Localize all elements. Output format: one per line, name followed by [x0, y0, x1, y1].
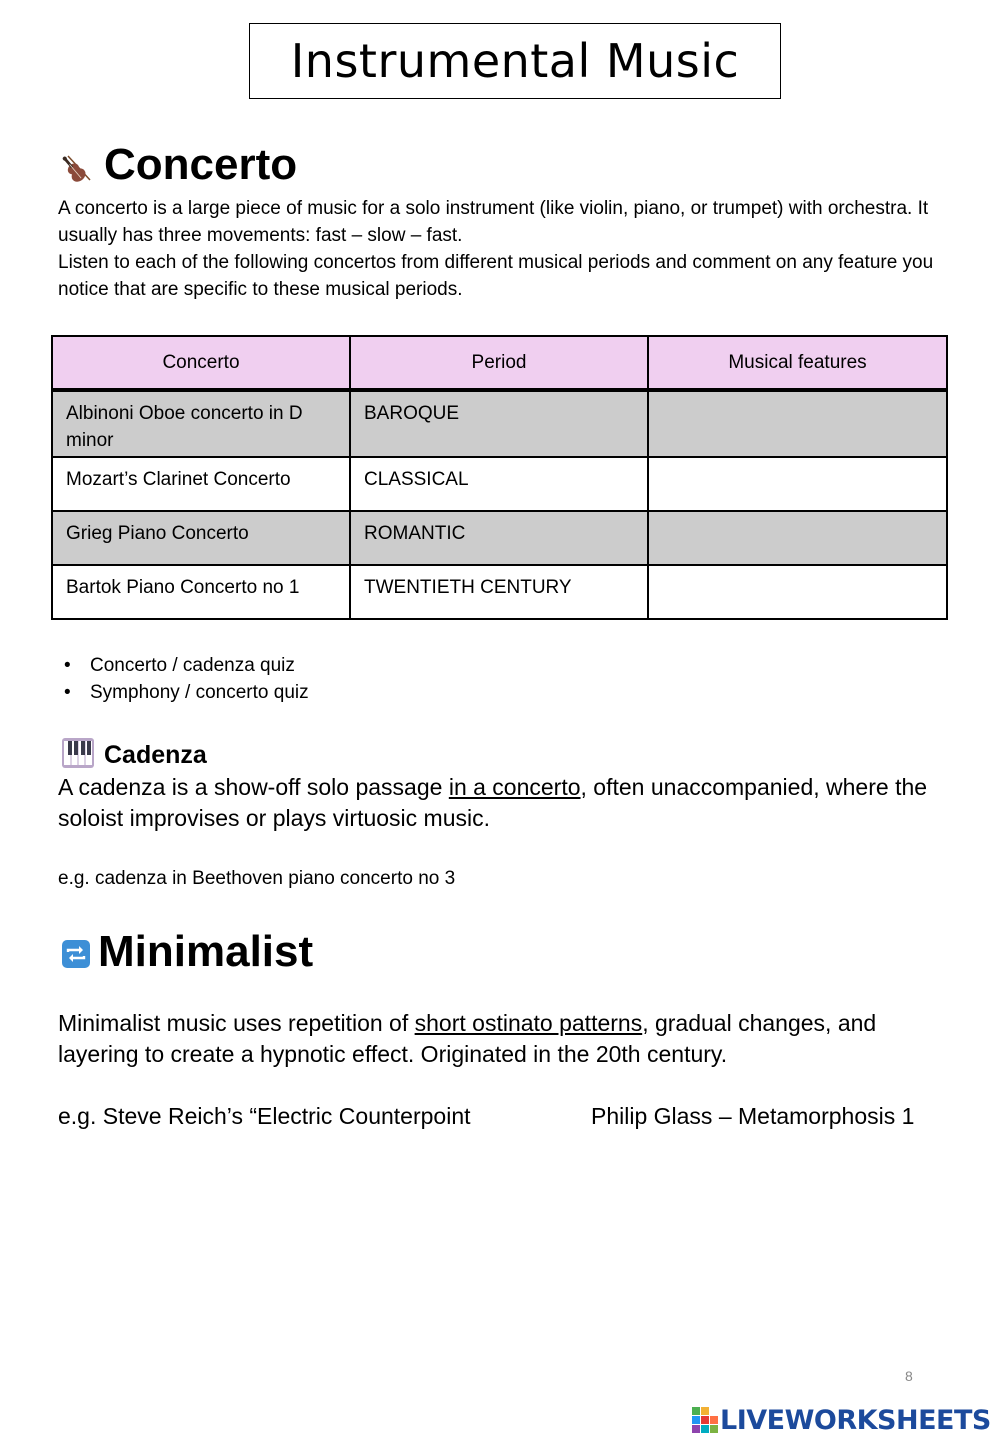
quiz-link-symphony-concerto[interactable]: • Symphony / concerto quiz [64, 679, 309, 706]
liveworksheets-logo-text: LIVEWORKSHEETS [720, 1404, 991, 1436]
page-title-box [249, 23, 781, 99]
table-row [52, 565, 947, 619]
minimalist-text-underlined: short ostinato patterns [414, 1010, 643, 1036]
page-title: Instrumental Music [290, 34, 740, 88]
cell-features-input[interactable] [648, 565, 947, 619]
minimalist-heading: Minimalist [98, 927, 314, 976]
cell-features-input[interactable] [648, 390, 947, 457]
cell-period: BAROQUE [350, 390, 648, 457]
repeat-icon [62, 940, 90, 968]
cadenza-description [58, 772, 938, 834]
table-row [52, 511, 947, 565]
minimalist-text-before: Minimalist music uses repetition of [58, 1010, 415, 1036]
cell-concerto: Mozart’s Clarinet Concerto [52, 457, 350, 511]
header-period: Period [350, 336, 648, 390]
minimalist-example-1: e.g. Steve Reich’s “Electric Counterpoint [58, 1103, 471, 1129]
cell-features-input[interactable] [648, 457, 947, 511]
minimalist-example-2: Philip Glass – Metamorphosis 1 [591, 1103, 915, 1129]
cadenza-text-underlined: in a concerto [448, 774, 581, 800]
concerto-table [51, 335, 948, 620]
cadenza-text-after: , often unaccompanied, where the soloist improvises or plays virtuosic music. [58, 774, 928, 831]
liveworksheets-logo-icon [692, 1407, 718, 1433]
cell-period: TWENTIETH CENTURY [350, 565, 648, 619]
concerto-description [58, 195, 938, 303]
concerto-description-2: Listen to each of the following concertos from different musical periods and comment on any feature you notice that are specific to these musical periods. [58, 252, 934, 300]
header-concerto: Concerto [52, 336, 350, 390]
quiz-link-concerto-cadenza[interactable]: • Concerto / cadenza quiz [64, 652, 309, 679]
cell-concerto: Grieg Piano Concerto [52, 511, 350, 565]
header-musical-features: Musical features [648, 336, 947, 390]
violin-icon [62, 152, 94, 184]
concerto-heading: Concerto [104, 140, 298, 189]
cadenza-example: e.g. cadenza in Beethoven piano concerto no 3 [58, 868, 456, 889]
minimalist-text-after: , gradual changes, and layering to create a hypnotic effect. Originated in the 20th century. [58, 1010, 877, 1067]
minimalist-description [58, 1008, 938, 1070]
piano-keys-icon [62, 738, 94, 768]
table-row [52, 390, 947, 457]
cadenza-text-before: A cadenza is a show-off solo passage [58, 774, 449, 800]
cell-concerto: Bartok Piano Concerto no 1 [52, 565, 350, 619]
cell-concerto: Albinoni Oboe concerto in D minor [52, 390, 350, 457]
concerto-description-1: A concerto is a large piece of music for a solo instrument (like violin, piano, or trumpet) with orchestra. It usually has three movements: fast – slow – fast. [58, 198, 929, 246]
table-row [52, 457, 947, 511]
cadenza-heading: Cadenza [104, 741, 207, 769]
table-header-row [52, 336, 947, 390]
page-number: 8 [905, 1368, 913, 1384]
cell-features-input[interactable] [648, 511, 947, 565]
quiz-list [64, 652, 309, 706]
liveworksheets-logo[interactable] [692, 1404, 991, 1436]
cell-period: CLASSICAL [350, 457, 648, 511]
cell-period: ROMANTIC [350, 511, 648, 565]
